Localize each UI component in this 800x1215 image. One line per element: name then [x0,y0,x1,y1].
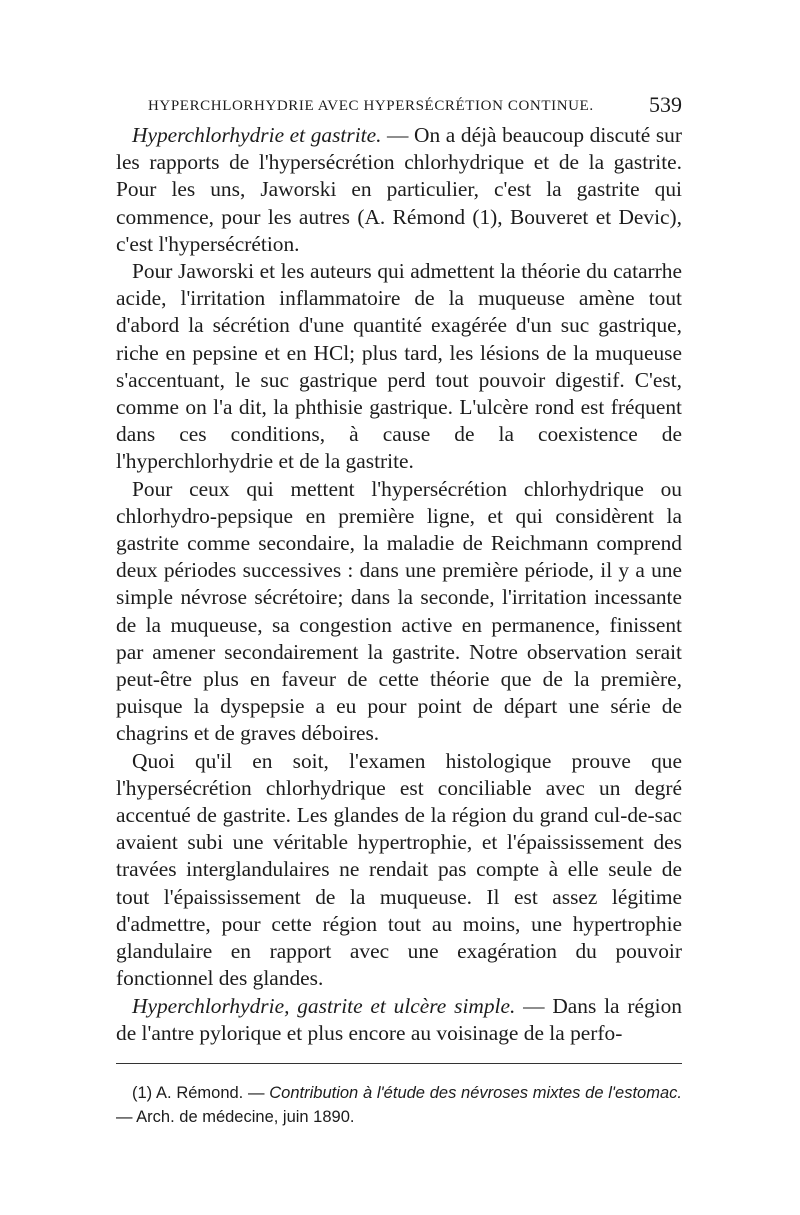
body-text [116,122,682,1047]
paragraph-text: — On a déjà beaucoup discuté sur les rapports de l'hypersécrétion chlorhydrique et de la gastrite. Pour les uns, Jaworski en particulier, c'est la gastrite qui commence, pour les autres (A. Rémond (1), Bouveret et Devic), c'est l'hypersécrétion. [116,123,683,256]
paragraph-text: Pour Jaworski et les auteurs qui admettent la théorie du catarrhe acide, l'irritation inflammatoire de la muqueuse amène tout d'abord la sécrétion d'une quantité exagérée d'un suc gastrique, riche en pepsine et en HCl; plus tard, les lésions de la muqueuse s'accentuant, le suc gastrique perd tout pouvoir digestif. C'est, comme on l'a dit, la phthisie gastrique. L'ulcère rond est fréquent dans ces conditions, à cause de la coexistence de l'hyperchlorhydrie et de la gastrite. [116,259,682,474]
section-heading-gastrite: Hyperchlorhydrie et gastrite. [132,123,382,147]
running-title: HYPERCHLORHYDRIE AVEC HYPERSÉCRÉTION CONTINUE. [148,98,594,114]
footnote-title: Contribution à l'étude des névroses mixtes de l'estomac. [269,1083,682,1102]
page-number: 539 [649,92,682,117]
footnote-marker: (1) A. Rémond. — [132,1083,270,1102]
footnote-source: — Arch. de médecine, juin 1890. [116,1107,355,1126]
section-heading-ulcere: Hyperchlorhydrie, gastrite et ulcère simple. [132,993,516,1018]
paragraph-text: — Dans la région de l'antre pylorique et plus encore au voisinage de la perfo- [116,993,682,1045]
paragraph-text: Pour ceux qui mettent l'hypersécrétion chlorhydrique ou chlorhydro-pepsique en première ligne, et qui considèrent la gastrite comme secondaire, la maladie de Reichmann comprend deux périodes successives : dans une première période, il y a une simple névrose sécrétoire; dans la seconde, l'irritation incessante de la muqueuse, sa congestion active en permanence, finissent par amener secondairement la gastrite. Notre observation serait peut-être plus en faveur de cette théorie que de la première, puisque la dyspepsie a eu pour point de départ une série de chagrins et de graves déboires. [116,476,682,746]
paragraph-reichmann [116,476,682,748]
footnote [116,1081,682,1129]
footnote-divider [116,1063,682,1064]
paragraph-histologie [116,748,682,993]
paragraph-jaworski [116,258,682,476]
running-header [116,92,682,122]
paragraph-ulcere [116,993,682,1047]
paragraph-text: Quoi qu'il en soit, l'examen histologique prouve que l'hypersécrétion chlorhydrique est conciliable avec un degré accentué de gastrite. Les glandes de la région du grand cul-de-sac avaient subi une véritable hypertrophie, et l'épaississement des travées interglandulaires ne rendait pas compte à elle seule de tout l'épaississement de la muqueuse. Il est assez légitime d'admettre, pour cette région tout au moins, une hypertrophie glandulaire en rapport avec une exagération du pouvoir fonctionnel des glandes. [116,748,682,991]
book-page [116,92,682,1129]
paragraph-gastrite [116,122,682,258]
